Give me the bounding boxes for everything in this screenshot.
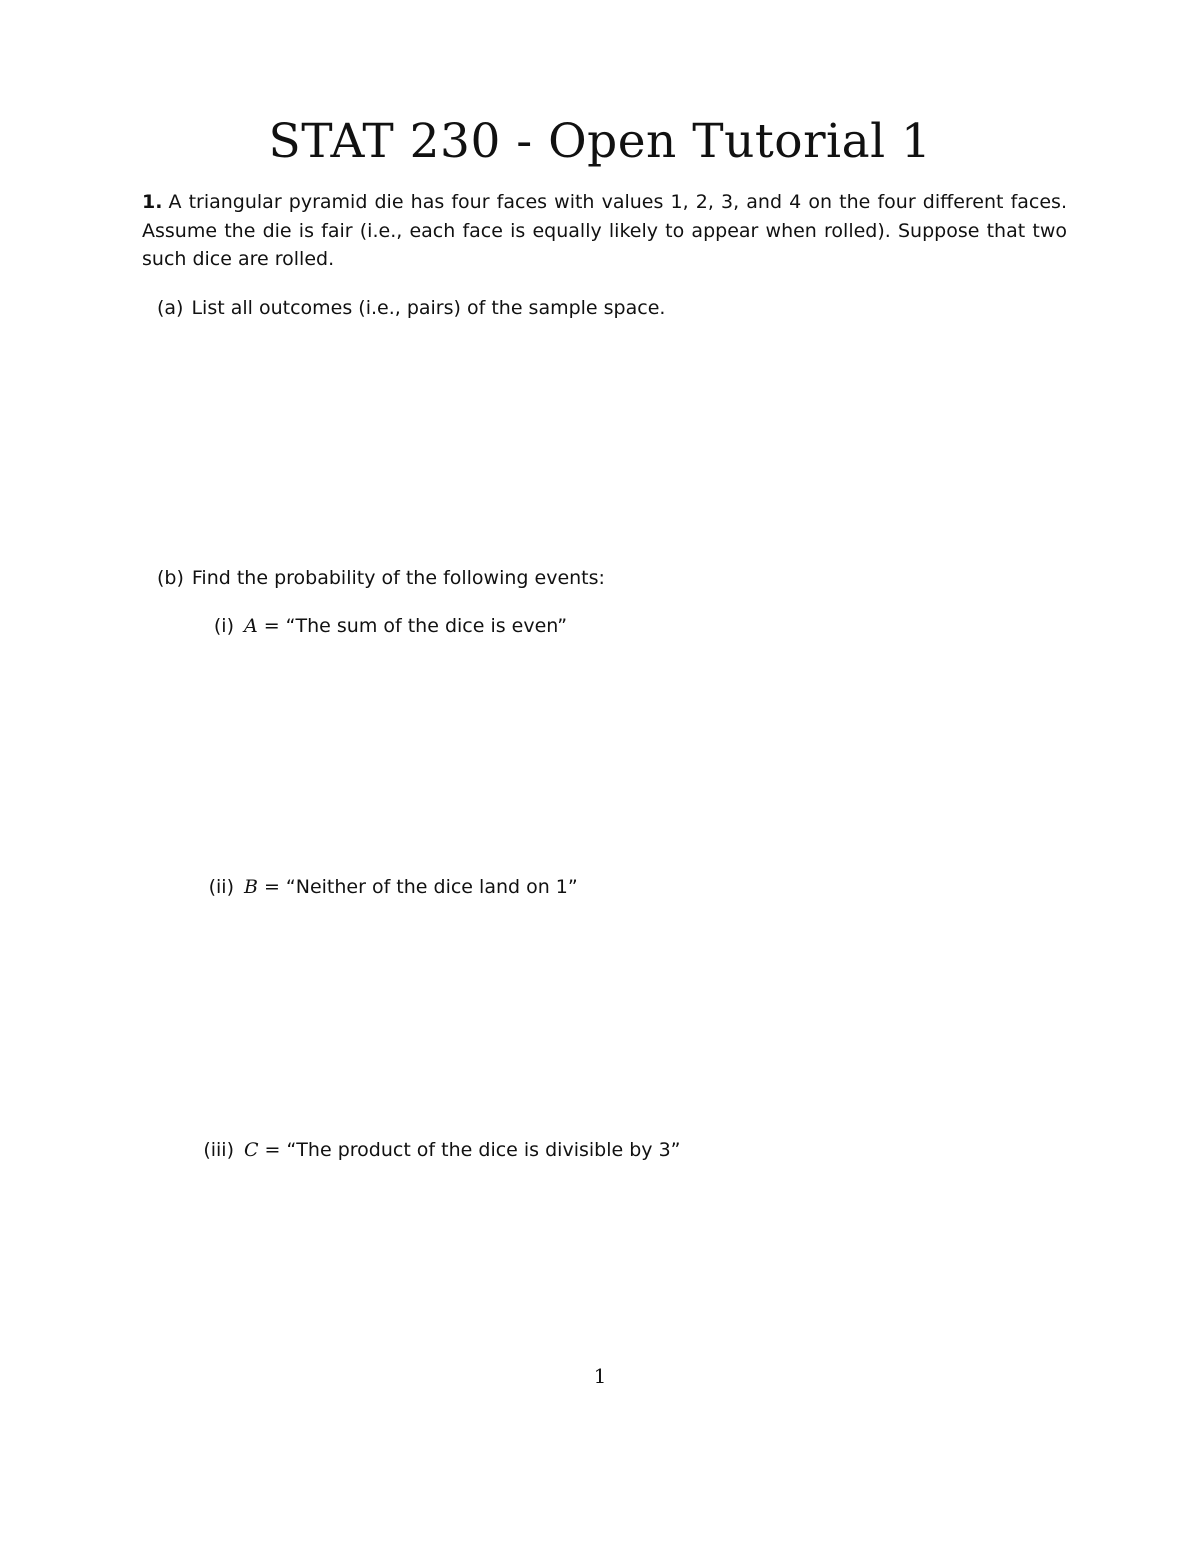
part-a — [157, 294, 665, 322]
subpart-i — [198, 612, 567, 640]
event-variable-a: A — [244, 615, 258, 637]
subpart-i-text: “The sum of the dice is even” — [285, 615, 568, 637]
subpart-ii — [198, 873, 578, 901]
part-a-label: (a) — [157, 297, 184, 319]
subpart-ii-text: “Neither of the dice land on 1” — [285, 876, 578, 898]
part-b-text: Find the probability of the following events: — [191, 567, 605, 589]
event-variable-c: C — [244, 1139, 259, 1161]
part-b-label: (b) — [157, 567, 184, 589]
subpart-i-label: (i) — [213, 615, 234, 637]
page-title: STAT 230 - Open Tutorial 1 — [268, 114, 932, 169]
problem-number: 1. — [142, 191, 163, 213]
event-variable-b: B — [244, 876, 258, 898]
equals-sign: = — [263, 876, 280, 898]
subpart-iii — [198, 1136, 681, 1164]
subpart-ii-label: (ii) — [208, 876, 234, 898]
part-a-text: List all outcomes (i.e., pairs) of the sample space. — [191, 297, 666, 319]
equals-sign: = — [263, 615, 280, 637]
equals-sign: = — [264, 1139, 281, 1161]
part-b — [157, 564, 605, 592]
problem-text: A triangular pyramid die has four faces with values 1, 2, 3, and 4 on the four different faces. Assume the die is fair (i.e., each face is equally likely to appear when rolled). Suppose that two such dice are rolled. — [142, 191, 1067, 270]
problem-1-statement — [142, 188, 1067, 274]
subpart-iii-label: (iii) — [203, 1139, 234, 1161]
page-number: 1 — [593, 1364, 607, 1388]
subpart-iii-text: “The product of the dice is divisible by 3” — [286, 1139, 681, 1161]
